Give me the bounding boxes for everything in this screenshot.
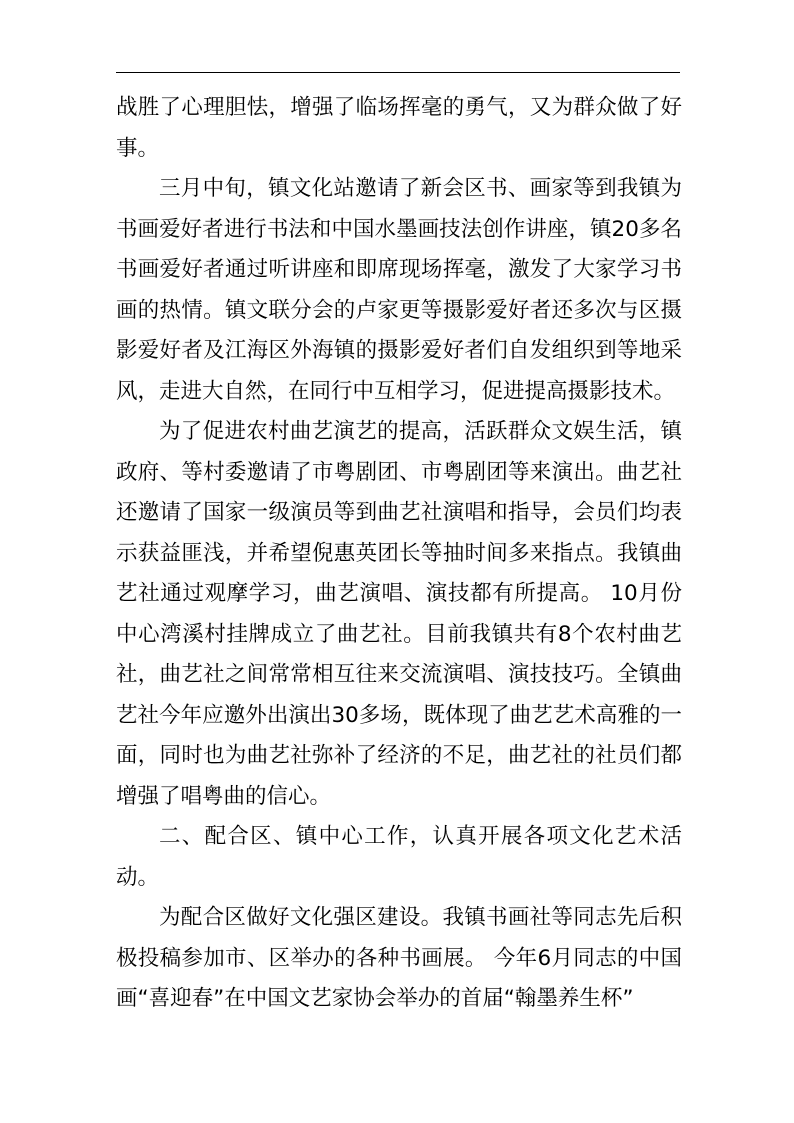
body-text (116, 88, 682, 1020)
paragraph-cultural-district: 为配合区做好文化强区建设。我镇书画社等同志先后积极投稿参加市、区举办的各种书画展。 今年6月同志的中国画“喜迎春”在中国文艺家协会举办的首届“翰墨养生杯” (116, 905, 682, 1011)
paragraph-continuation: 战胜了心理胆怯，增强了临场挥毫的勇气，又为群众做了好事。 (116, 95, 682, 161)
paragraph-folk-opera: 为了促进农村曲艺演艺的提高，活跃群众文娱生活，镇政府、等村委邀请了市粤剧团、市粤剧团等来演出。曲艺社还邀请了国家一级演员等到曲艺社演唱和指导，会员们均表示获益匪浅，并希望倪惠英团长等抽时间多来指点。我镇曲艺社通过观摩学习，曲艺演唱、演技都有所提高。 10月份中心湾溪村挂牌成立了曲艺社。目前我镇共有8个农村曲艺社，曲艺社之间常常相互往来交流演唱、演技技巧。全镇曲艺社今年应邀外出演出30多场，既体现了曲艺艺术高雅的一面，同时也为曲艺社弥补了经济的不足，曲艺社的社员们都增强了唱粤曲的信心。 (116, 419, 682, 809)
header-rule (116, 72, 680, 73)
section-heading-two: 二、配合区、镇中心工作，认真开展各项文化艺术活动。 (116, 824, 682, 890)
paragraph-calligraphy-lecture: 三月中旬，镇文化站邀请了新会区书、画家等到我镇为书画爱好者进行书法和中国水墨画技法创作讲座，镇20多名书画爱好者通过听讲座和即席现场挥毫，激发了大家学习书画的热情。镇文联分会的卢家更等摄影爱好者还多次与区摄影爱好者及江海区外海镇的摄影爱好者们自发组织到等地采风，走进大自然，在同行中互相学习，促进提高摄影技术。 (116, 176, 682, 404)
